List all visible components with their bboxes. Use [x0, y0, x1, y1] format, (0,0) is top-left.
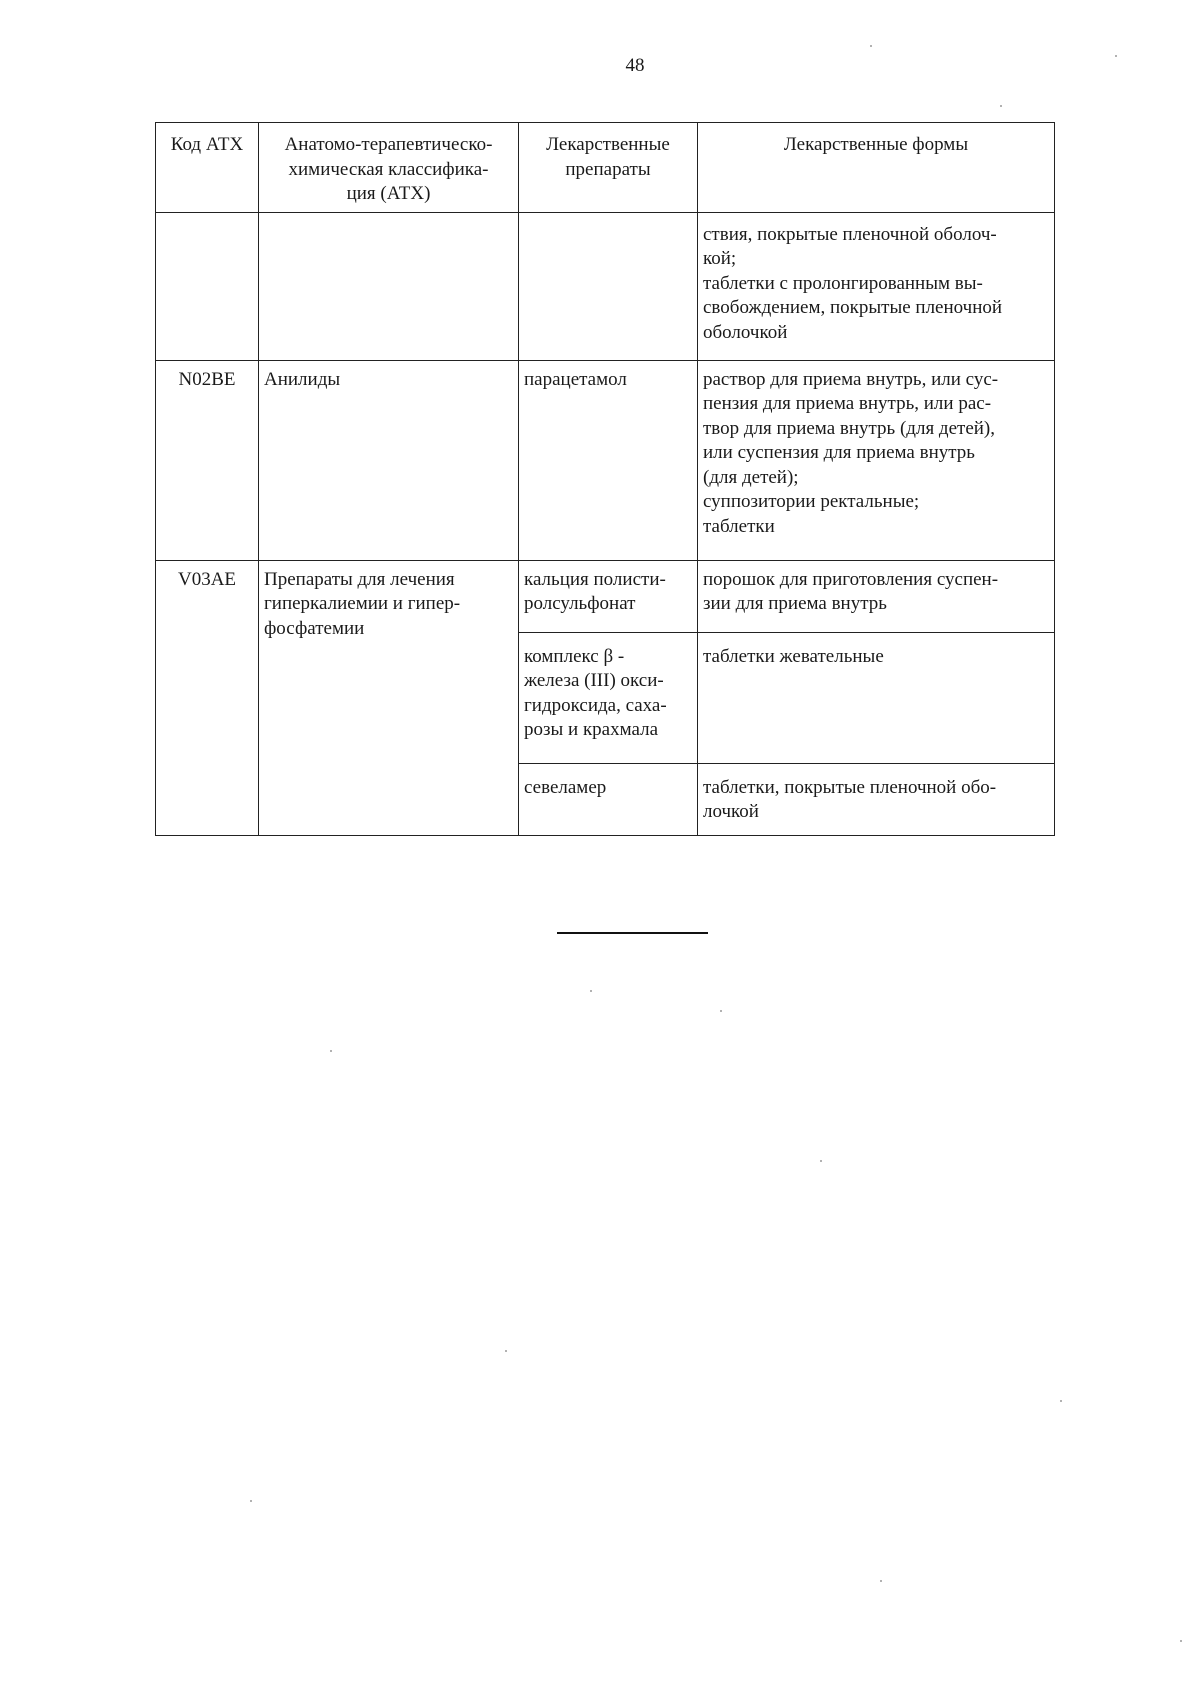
header-classification — [259, 123, 519, 213]
cell-forms — [698, 763, 1055, 835]
forms-line: оболочкой — [703, 321, 788, 343]
forms-line: раствор для приема внутрь, или сус- — [703, 368, 999, 390]
scan-speck — [1060, 1400, 1062, 1402]
forms-line: суппозитории ректальные; — [703, 491, 920, 512]
scan-speck — [720, 1010, 722, 1012]
header-code: Код АТХ — [156, 123, 259, 213]
cell-code — [156, 212, 259, 360]
cell-drug — [519, 763, 698, 835]
forms-line: таблетки, покрытые пленочной обо- — [703, 776, 997, 798]
classification-line: гиперкалиемии и гипер- — [264, 593, 461, 614]
drug-line: севеламер — [524, 776, 607, 798]
scan-speck — [1115, 55, 1117, 57]
forms-line: пензия для приема внутрь, или рас- — [703, 393, 992, 414]
classification-line: фосфатемии — [264, 617, 365, 639]
cell-forms — [698, 360, 1055, 560]
classification-line: Препараты для лечения — [264, 568, 455, 590]
cell-forms — [698, 212, 1055, 360]
scan-speck — [820, 1160, 822, 1162]
cell-drug: парацетамол — [519, 360, 698, 560]
forms-line: ствия, покрытые пленочной оболоч- — [703, 223, 997, 245]
drug-line: комплекс β - — [524, 645, 625, 667]
cell-drug — [519, 212, 698, 360]
forms-line: таблетки жевательные — [703, 645, 884, 667]
cell-classification — [259, 560, 519, 835]
header-line: Анатомо-терапевтическо- — [284, 134, 493, 155]
cell-classification — [259, 212, 519, 360]
scan-speck — [880, 1580, 882, 1582]
table-row — [156, 212, 1055, 360]
drug-line: железа (III) окси- — [524, 670, 664, 691]
scan-speck — [505, 1350, 507, 1352]
table-row — [156, 360, 1055, 560]
scan-speck — [250, 1500, 252, 1502]
scan-speck — [330, 1050, 332, 1052]
drug-line: ролсульфонат — [524, 593, 636, 614]
scan-speck — [870, 45, 872, 47]
cell-drug — [519, 632, 698, 763]
page-number: 48 — [625, 55, 645, 76]
scan-speck — [1000, 105, 1002, 107]
header-line: химическая классифика- — [288, 158, 489, 180]
forms-line: порошок для приготовления суспен- — [703, 568, 999, 590]
cell-classification: Анилиды — [259, 360, 519, 560]
atx-table — [155, 122, 1055, 836]
forms-line: зии для приема внутрь — [703, 593, 887, 614]
header-line: ция (АТХ) — [346, 183, 431, 204]
forms-line: (для детей); — [703, 466, 799, 488]
cell-code: N02BE — [156, 360, 259, 560]
header-drugs — [519, 123, 698, 213]
scan-speck — [590, 990, 592, 992]
header-line: Лекарственные — [546, 134, 670, 155]
table-header-row — [156, 123, 1055, 213]
cell-forms — [698, 560, 1055, 632]
cell-code: V03AE — [156, 560, 259, 835]
forms-line: свобождением, покрытые пленочной — [703, 297, 1003, 318]
scan-speck — [1180, 1640, 1182, 1642]
forms-line: таблетки с пролонгированным вы- — [703, 272, 983, 294]
header-forms: Лекарственные формы — [698, 123, 1055, 213]
forms-line: твор для приема внутрь (для детей), — [703, 417, 996, 439]
forms-line: или суспензия для приема внутрь — [703, 442, 975, 463]
drug-line: гидроксида, саха- — [524, 694, 667, 716]
cell-drug — [519, 560, 698, 632]
drug-line: кальция полисти- — [524, 568, 666, 590]
drug-line: розы и крахмала — [524, 719, 659, 740]
header-line: препараты — [565, 158, 651, 180]
forms-line: лочкой — [703, 801, 759, 822]
forms-line: таблетки — [703, 515, 775, 537]
table-row — [156, 560, 1055, 632]
forms-line: кой; — [703, 248, 737, 269]
cell-forms — [698, 632, 1055, 763]
end-rule — [557, 932, 708, 934]
